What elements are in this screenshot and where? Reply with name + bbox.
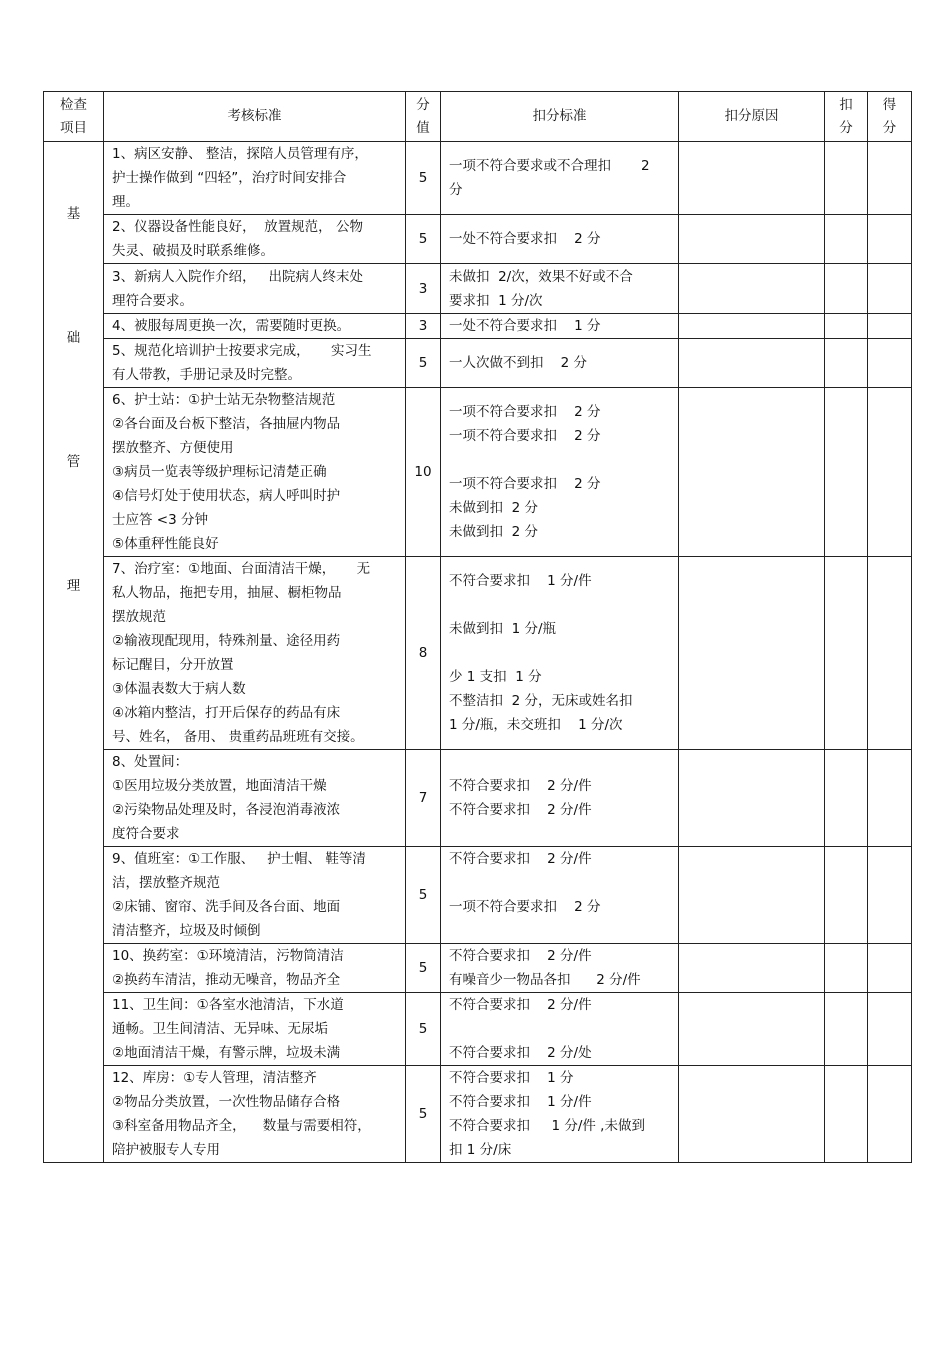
standard-cell [104,142,406,215]
deducted-cell[interactable] [825,557,868,750]
header-deducted [825,92,868,142]
deducted-cell[interactable] [825,142,868,215]
deducted-cell[interactable] [825,215,868,264]
standard-cell [104,847,406,944]
score-cell: 5 [406,142,441,215]
standard-line: 摆放规范 [112,609,166,625]
table-body [44,142,912,1163]
obtained-cell[interactable] [868,944,912,993]
deduction-reason-cell[interactable] [679,944,825,993]
deduction-line: 一项不符合要求扣 2 分 [449,428,601,444]
standard-line: 6、护士站：①护士站无杂物整洁规范 [112,392,336,408]
deduction-standard-cell [441,314,679,339]
score-cell: 8 [406,557,441,750]
standard-line: ⑤体重秤性能良好 [112,536,219,552]
deduction-line: 不符合要求扣 1 分/件 [449,573,592,589]
header-obtained-line1: 得 [882,96,897,113]
table-row [44,1066,912,1163]
standard-line: ②污染物品处理及时，各浸泡消毒液浓 [112,802,341,818]
deduction-line: 不符合要求扣 1 分/件 [449,1094,592,1110]
header-deducted-line2: 分 [839,119,853,136]
deducted-cell[interactable] [825,314,868,339]
standard-line: 2、仪器设备性能良好， 放置规范， 公物 [112,219,363,235]
obtained-cell[interactable] [868,750,912,847]
standard-line: 陪护被服专人专用 [112,1142,220,1158]
deduction-standard-cell [441,264,679,314]
header-row [44,92,912,142]
deduction-line: 一项不符合要求或不合理扣 2 [449,158,650,174]
header-deduction-reason: 扣分原因 [679,92,825,142]
deduction-standard-cell [441,847,679,944]
header-deduction-standard: 扣分标准 [441,92,679,142]
score-cell: 3 [406,314,441,339]
standard-line: 护士操作做到 “四轻”，治疗时间安排合 [112,170,347,186]
standard-cell [104,1066,406,1163]
deduction-line: 扣 1 分/床 [449,1142,512,1158]
deduction-line [449,871,670,895]
standard-line: ③病员一览表等级护理标记清楚正确 [112,464,327,480]
standard-cell [104,264,406,314]
deduction-reason-cell[interactable] [679,1066,825,1163]
deduction-line: 要求扣 1 分/次 [449,292,543,309]
deduction-reason-cell[interactable] [679,142,825,215]
assessment-table [43,91,912,1163]
standard-line: 号、姓名， 备用、 贵重药品班班有交接。 [112,729,364,745]
score-cell: 10 [406,388,441,557]
deduction-standard-cell [441,557,679,750]
standard-line: 士应答 <3 分钟 [112,512,208,528]
header-obtained-line2: 分 [882,119,897,136]
deduction-standard-cell [441,388,679,557]
standard-line: 洁，摆放整齐规范 [112,875,220,891]
deduction-line: 不符合要求扣 2 分/件 [449,851,592,867]
standard-line: 私人物品，拖把专用，抽屉、橱柜物品 [112,585,342,601]
standard-line: 清洁整齐，垃圾及时倾倒 [112,923,261,939]
score-cell: 3 [406,264,441,314]
deduction-line: 一项不符合要求扣 2 分 [449,476,601,492]
deduction-line: 不符合要求扣 2 分/件 [449,778,592,794]
header-deducted-line1: 扣 [839,96,853,113]
deduction-reason-cell[interactable] [679,847,825,944]
deduction-reason-cell[interactable] [679,215,825,264]
deduction-line: 不符合要求扣 2 分/件 [449,997,592,1013]
deduction-standard-cell [441,142,679,215]
deducted-cell[interactable] [825,264,868,314]
header-score-line2: 值 [416,119,430,136]
header-item-line1: 检查 [60,96,87,113]
standard-line: 5、规范化培训护士按要求完成， 实习生 [112,343,372,359]
standard-cell [104,750,406,847]
category-char: 管 [66,454,81,470]
deduction-standard-cell [441,215,679,264]
deducted-cell[interactable] [825,750,868,847]
table-row [44,339,912,388]
deduction-line: 不整洁扣 2 分，无床或姓名扣 [449,693,633,709]
deduction-reason-cell[interactable] [679,750,825,847]
deduction-reason-cell[interactable] [679,388,825,557]
standard-cell [104,339,406,388]
standard-line: 11、卫生间：①各室水池清洁，下水道 [112,997,344,1013]
deduction-standard-cell [441,1066,679,1163]
category-char: 基 [66,206,81,222]
deduction-line: 少 1 支扣 1 分 [449,669,542,685]
table-row [44,944,912,993]
table-row [44,388,912,557]
standard-cell [104,944,406,993]
deduction-line [449,448,670,472]
standard-cell [104,993,406,1066]
obtained-cell[interactable] [868,264,912,314]
deduction-reason-cell[interactable] [679,339,825,388]
obtained-cell[interactable] [868,142,912,215]
deduction-line: 有噪音少一物品各扣 2 分/件 [449,972,641,988]
standard-line: ④信号灯处于使用状态，病人呼叫时护 [112,488,341,504]
deduction-reason-cell[interactable] [679,314,825,339]
standard-line: 标记醒目，分开放置 [112,657,234,673]
standard-line: ③体温表数大于病人数 [112,681,246,697]
standard-line: ②输液现配现用，特殊剂量、途径用药 [112,633,341,649]
deduction-line: 不符合要求扣 2 分/处 [449,1045,592,1061]
standard-cell [104,215,406,264]
standard-line: 通畅。卫生间清洁、无异味、无尿垢 [112,1021,328,1037]
deduction-reason-cell[interactable] [679,993,825,1066]
standard-line: 理符合要求。 [112,292,193,309]
deduction-standard-cell [441,750,679,847]
deducted-cell[interactable] [825,339,868,388]
deduction-reason-cell[interactable] [679,264,825,314]
standard-line: 7、治疗室：①地面、台面清洁干燥， 无 [112,561,371,577]
deducted-cell[interactable] [825,388,868,557]
deduction-reason-cell[interactable] [679,557,825,750]
standard-line: ②地面清洁干燥，有警示牌，垃圾未满 [112,1045,341,1061]
table-row [44,215,912,264]
score-cell: 5 [406,847,441,944]
deduction-line: 一处不符合要求扣 1 分 [449,318,601,334]
standard-line: ②物品分类放置，一次性物品储存合格 [112,1094,341,1110]
header-standard: 考核标准 [104,92,406,142]
deduction-line: 不符合要求扣 2 分/件 [449,802,592,818]
deduction-line: 未做到扣 1 分/瓶 [449,621,557,637]
obtained-cell[interactable] [868,215,912,264]
deduction-line: 一处不符合要求扣 2 分 [449,231,601,247]
standard-line: 有人带教，手册记录及时完整。 [112,367,301,383]
deduction-line: 不符合要求扣 1 分/件 ,未做到 [449,1118,645,1134]
standard-line: 3、新病人入院作介绍， 出院病人终末处 [112,268,363,285]
standard-line: 8、处置间： [112,754,189,770]
obtained-cell[interactable] [868,314,912,339]
table-row [44,314,912,339]
deduction-line [449,593,670,617]
deduction-standard-cell [441,944,679,993]
header-item-line2: 项目 [60,119,87,136]
deduction-standard-cell [441,993,679,1066]
deduction-standard-cell [441,339,679,388]
deducted-cell[interactable] [825,1066,868,1163]
deduction-line: 不符合要求扣 2 分/件 [449,948,592,964]
deduction-line: 未做到扣 2 分 [449,500,538,516]
table-row [44,142,912,215]
score-cell: 5 [406,215,441,264]
deduction-line [449,641,670,665]
standard-line: ②各台面及台板下整洁，各抽屉内物品 [112,416,341,432]
standard-cell [104,314,406,339]
score-cell: 5 [406,339,441,388]
standard-line: 理。 [112,194,139,210]
standard-line: ③科室备用物品齐全， 数量与需要相符， [112,1118,371,1134]
standard-line: 12、库房：①专人管理，清洁整齐 [112,1070,317,1086]
deducted-cell[interactable] [825,944,868,993]
obtained-cell[interactable] [868,388,912,557]
category-char: 础 [66,330,81,346]
deduction-line: 一项不符合要求扣 2 分 [449,404,601,420]
obtained-cell[interactable] [868,1066,912,1163]
standard-line: 4、被服每周更换一次，需要随时更换。 [112,318,351,334]
deducted-cell[interactable] [825,993,868,1066]
standard-line: 摆放整齐、方便使用 [112,440,234,456]
deduction-line: 一项不符合要求扣 2 分 [449,899,601,915]
obtained-cell[interactable] [868,557,912,750]
deduction-line [449,919,670,943]
header-score [406,92,441,142]
standard-line: 9、值班室：①工作服、 护士帽、 鞋等清 [112,851,366,867]
score-cell: 5 [406,944,441,993]
standard-line: ④冰箱内整洁，打开后保存的药品有床 [112,705,341,721]
deduction-line: 不符合要求扣 1 分 [449,1070,574,1086]
table-row [44,847,912,944]
deduction-line [449,1017,670,1041]
deduction-line: 未做扣 2/次，效果不好或不合 [449,268,633,285]
table-row [44,750,912,847]
obtained-cell[interactable] [868,847,912,944]
deduction-line: 未做到扣 2 分 [449,524,538,540]
category-char: 理 [66,578,81,594]
standard-line: ②床铺、窗帘、洗手间及各台面、地面 [112,899,341,915]
standard-line: ①医用垃圾分类放置，地面清洁干燥 [112,778,327,794]
header-obtained [868,92,912,142]
standard-line: ②换药车清洁，推动无噪音，物品齐全 [112,972,341,988]
standard-line: 失灵、破损及时联系维修。 [112,243,274,259]
header-item [44,92,104,142]
standard-line: 1、病区安静、 整洁，探陪人员管理有序， [112,146,368,162]
deduction-line: 一人次做不到扣 2 分 [449,355,588,371]
score-cell: 7 [406,750,441,847]
table-row [44,557,912,750]
deducted-cell[interactable] [825,847,868,944]
deduction-line: 分 [449,182,463,198]
standard-line: 10、换药室：①环境清洁，污物筒清洁 [112,948,344,964]
score-cell: 5 [406,1066,441,1163]
standard-cell [104,557,406,750]
header-score-line1: 分 [416,96,430,113]
score-cell: 5 [406,993,441,1066]
standard-cell [104,388,406,557]
obtained-cell[interactable] [868,339,912,388]
category-cell [44,142,104,1163]
table-row [44,993,912,1066]
obtained-cell[interactable] [868,993,912,1066]
standard-line: 度符合要求 [112,826,180,842]
deduction-line: 1 分/瓶，未交班扣 1 分/次 [449,717,623,733]
table-row [44,264,912,314]
